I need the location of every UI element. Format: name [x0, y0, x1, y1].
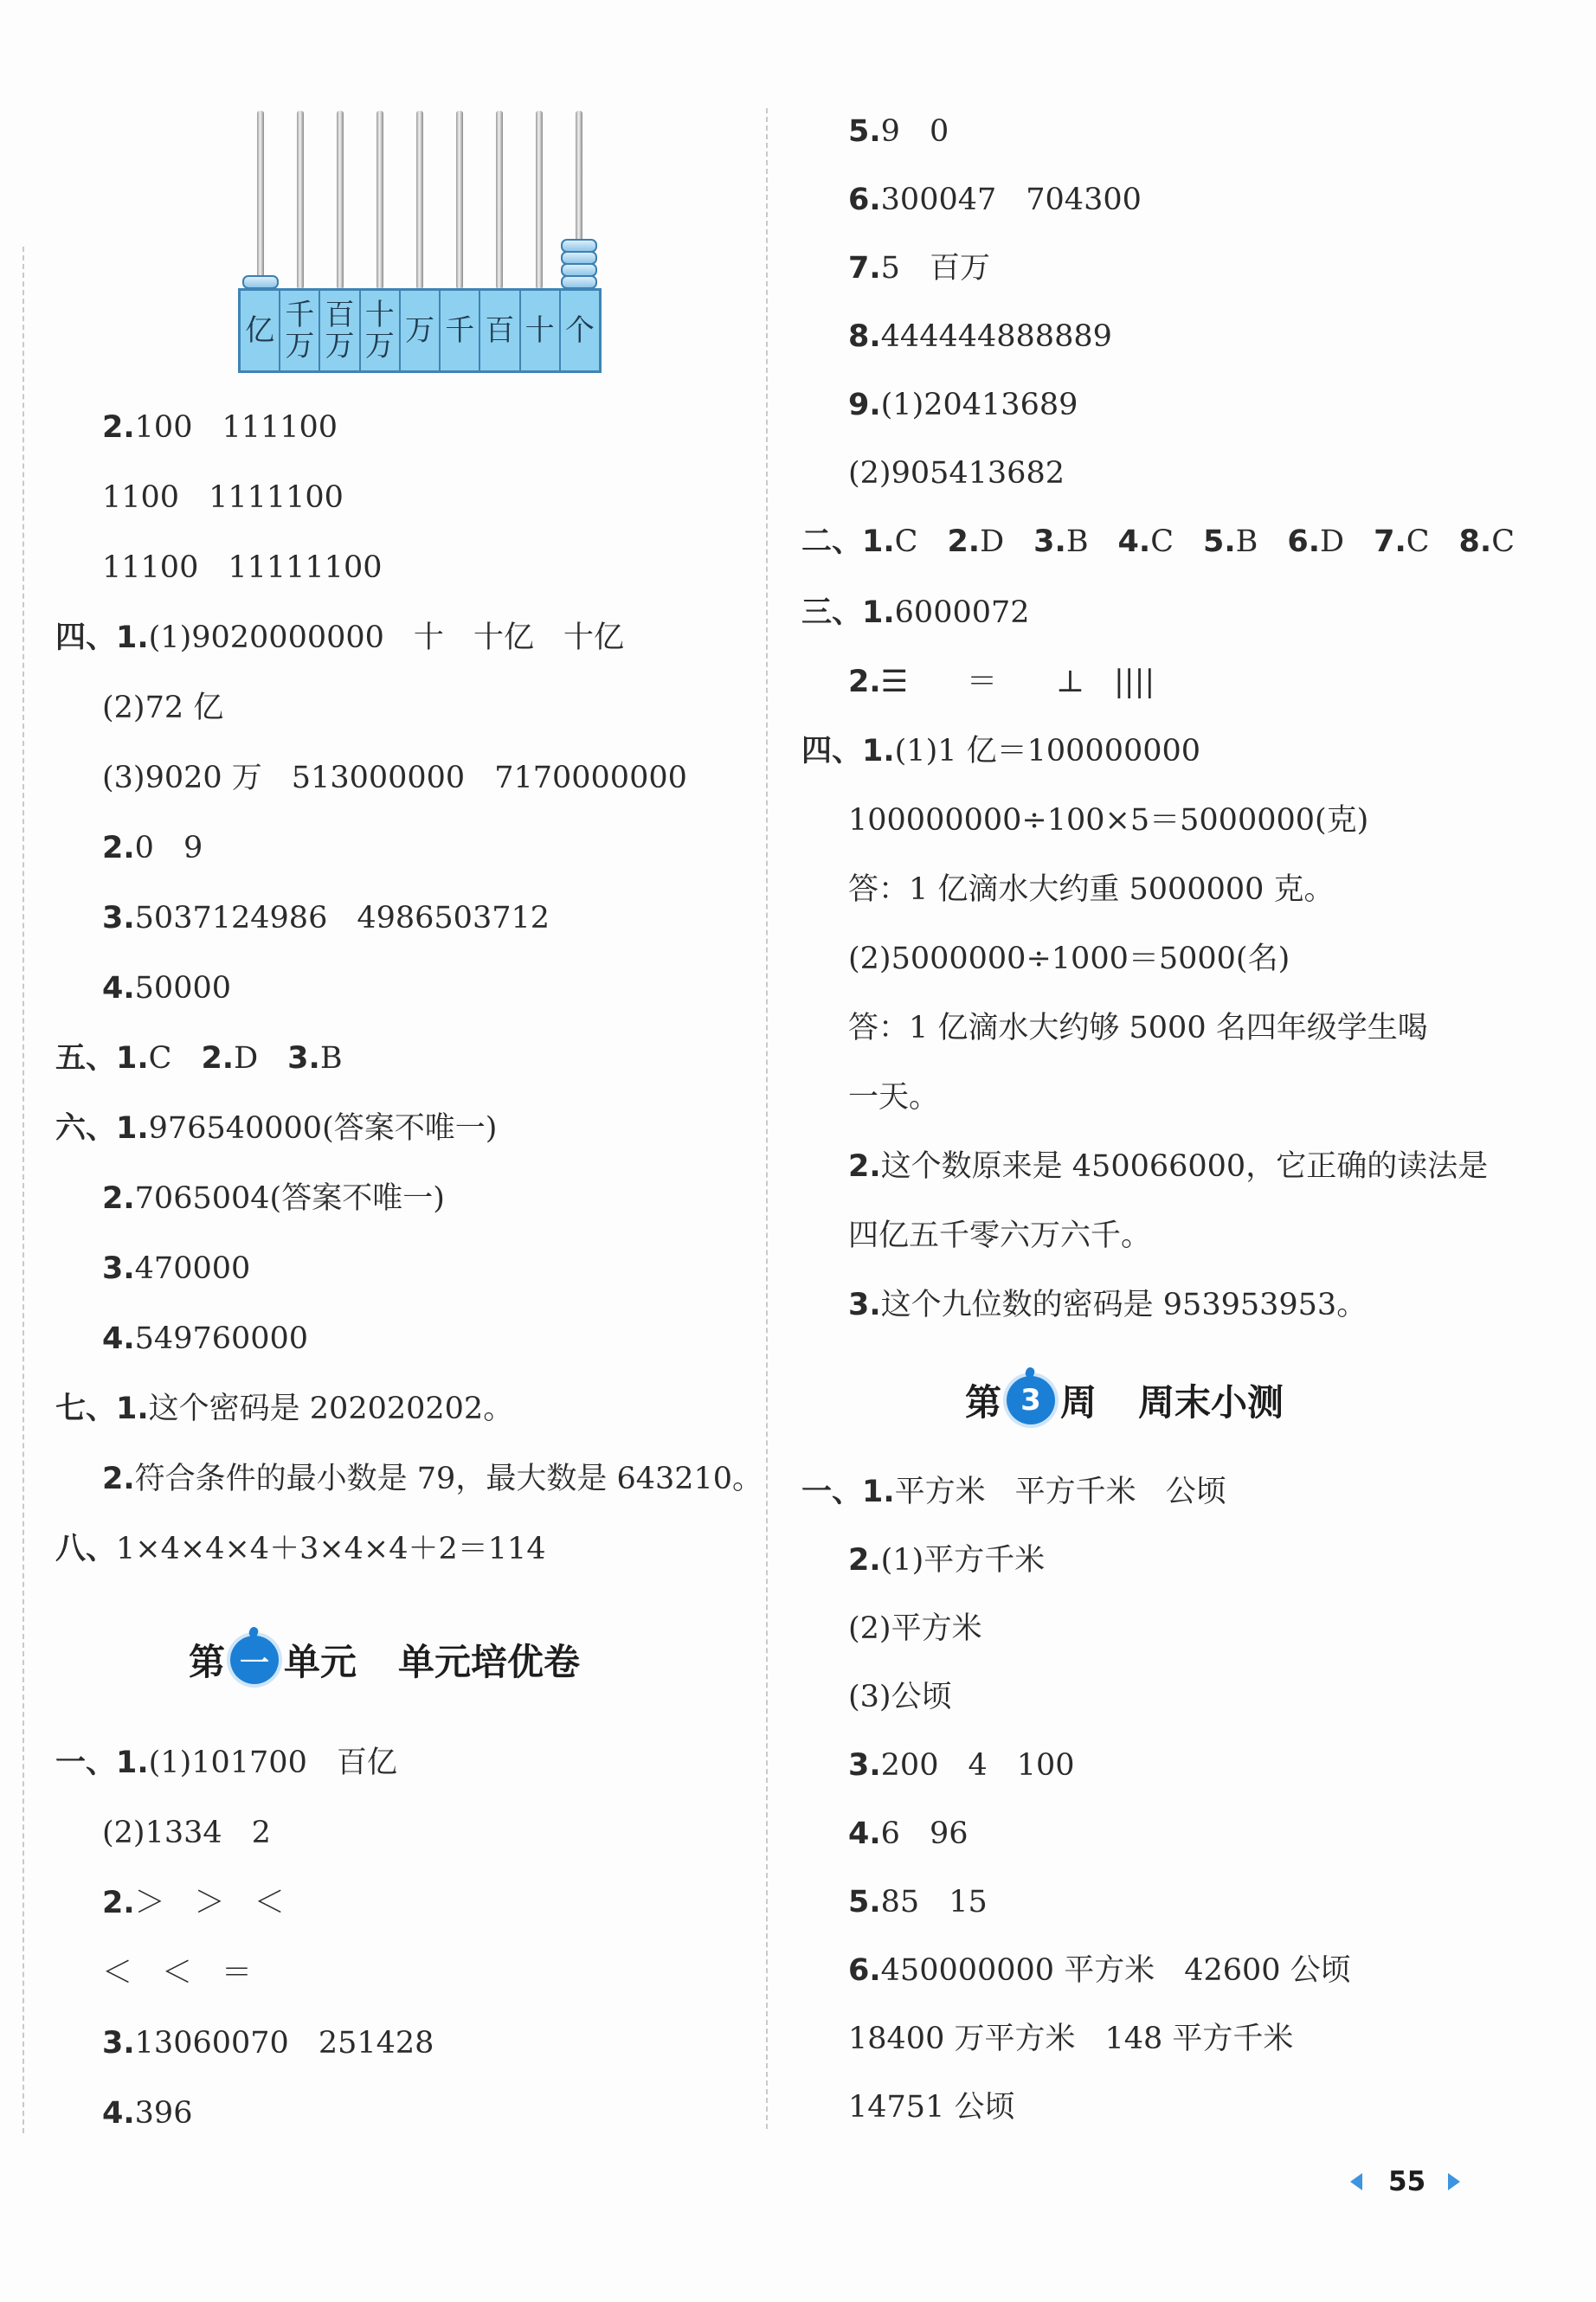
page-number: 55 — [1388, 2166, 1426, 2197]
section-heading-week: 第 3 周 周末小测 — [965, 1366, 1284, 1435]
abacus-rod — [376, 111, 383, 289]
answer-line: ＜ ＜ ＝ — [102, 1956, 253, 1990]
left-margin-line — [23, 247, 24, 2133]
answer-line: 2.这个数原来是 450066000，它正确的读法是 — [848, 1149, 1489, 1184]
answer-line: 100000000÷100×5＝5000000(克) — [848, 803, 1369, 838]
answer-line: 4.396 — [102, 2096, 193, 2131]
abacus-figure — [238, 111, 602, 370]
answer-line: 11100 11111100 — [102, 550, 383, 585]
answer-line: 七、1.这个密码是 202020202。 — [55, 1392, 514, 1426]
answer-line: 2.(1)平方千米 — [848, 1543, 1046, 1578]
answer-line: 二、1.C 2.D 3.B 4.C 5.B 6.D 7.C 8.C — [801, 524, 1515, 559]
abacus-rod — [456, 111, 463, 289]
abacus-bead — [242, 275, 279, 289]
abacus-label-char: 十 — [364, 298, 395, 332]
section-heading-unit: 第 一 单元 单元培优卷 — [189, 1625, 580, 1694]
answer-line: (2)72 亿 — [102, 691, 224, 725]
answer-line: 四、1.(1)1 亿＝100000000 — [801, 734, 1201, 768]
answer-line: 3.470000 — [102, 1251, 251, 1286]
abacus-label-char: 千 — [445, 313, 475, 348]
answer-line: 6.300047 704300 — [848, 183, 1142, 217]
answer-line: 14751 公顷 — [848, 2090, 1015, 2125]
abacus-rod — [337, 111, 344, 289]
answer-line: 5.85 15 — [848, 1885, 988, 1919]
answer-line: 5.9 0 — [848, 114, 949, 149]
answer-line: 7.5 百万 — [848, 251, 990, 286]
abacus-bead — [561, 275, 597, 289]
answer-line: 3.5037124986 4986503712 — [102, 901, 550, 936]
answer-line: 8.444444888889 — [848, 319, 1112, 354]
answer-line: 2.符合条件的最小数是 79，最大数是 643210。 — [102, 1462, 763, 1496]
abacus-label-char: 万 — [364, 329, 395, 363]
answer-line: 4.6 96 — [848, 1817, 969, 1851]
answer-line: 3.这个九位数的密码是 953953953。 — [848, 1288, 1368, 1322]
abacus-place-label — [280, 291, 320, 370]
answer-line: 答：1 亿滴水大约够 5000 名四年级学生喝 — [848, 1011, 1428, 1045]
answer-line: 6.450000000 平方米 42600 公顷 — [848, 1953, 1351, 1988]
answer-line: 答：1 亿滴水大约重 5000000 克。 — [848, 872, 1335, 907]
abacus-bead — [561, 263, 597, 277]
week-number-badge: 3 — [1007, 1376, 1055, 1424]
abacus-bead — [561, 251, 597, 265]
abacus-label-char: 亿 — [245, 313, 275, 348]
answer-line: 2.100 111100 — [102, 410, 338, 445]
answer-line: 四亿五千零六万六千。 — [848, 1219, 1152, 1253]
answer-line: (2)905413682 — [848, 456, 1065, 491]
answer-line: (2)1334 2 — [102, 1816, 271, 1850]
abacus-bead — [561, 239, 597, 253]
answer-line: 2.0 9 — [102, 831, 203, 865]
abacus-rod — [416, 111, 423, 289]
abacus-rod — [297, 111, 304, 289]
abacus-place-label — [320, 291, 360, 370]
answer-line: 四、1.(1)9020000000 十 十亿 十亿 — [55, 621, 624, 655]
abacus-place-label — [441, 291, 480, 370]
answer-line: (3)公顷 — [848, 1680, 952, 1714]
answer-line: 2.☰ ＝ ⊥ |||| — [848, 665, 1155, 699]
answer-line: 2.＞ ＞ ＜ — [102, 1886, 285, 1920]
answer-line: 一、1.(1)101700 百亿 — [55, 1746, 397, 1780]
answer-line: 3.200 4 100 — [848, 1748, 1075, 1783]
abacus-place-label — [521, 291, 561, 370]
abacus-place-labels — [238, 288, 602, 373]
previous-page-arrow-icon[interactable] — [1350, 2173, 1362, 2190]
answer-line: 一、1.平方米 平方千米 公顷 — [801, 1475, 1226, 1509]
column-divider — [766, 108, 768, 2129]
answer-line: 八、1×4×4×4＋3×4×4＋2＝114 — [55, 1532, 546, 1566]
abacus-label-char: 十 — [524, 313, 555, 348]
answer-line: 9.(1)20413689 — [848, 388, 1078, 422]
answer-line: 五、1.C 2.D 3.B — [55, 1041, 343, 1076]
abacus-label-char: 万 — [285, 329, 315, 363]
answer-line: 1100 1111100 — [102, 480, 344, 515]
abacus-label-char: 千 — [285, 298, 315, 332]
abacus-rod — [257, 111, 264, 289]
abacus-label-char: 百 — [485, 313, 515, 348]
answer-line: (2)平方米 — [848, 1611, 982, 1646]
abacus-label-char: 百 — [325, 298, 355, 332]
answer-line: 一天。 — [848, 1080, 940, 1115]
abacus-label-char: 个 — [564, 313, 595, 348]
answer-line: 4.50000 — [102, 971, 231, 1006]
abacus-place-label — [361, 291, 401, 370]
abacus-place-label — [401, 291, 441, 370]
abacus-place-label — [561, 291, 599, 370]
abacus-label-char: 万 — [325, 329, 355, 363]
answer-line: 六、1.976540000(答案不唯一) — [55, 1111, 498, 1146]
abacus-place-label — [241, 291, 280, 370]
abacus-place-label — [480, 291, 520, 370]
answer-line: 3.13060070 251428 — [102, 2026, 434, 2061]
answer-line: 2.7065004(答案不唯一) — [102, 1181, 445, 1216]
answer-line: (3)9020 万 513000000 7170000000 — [102, 761, 687, 795]
next-page-arrow-icon[interactable] — [1448, 2173, 1460, 2190]
abacus-rod — [496, 111, 503, 289]
answer-line: 4.549760000 — [102, 1321, 309, 1356]
abacus-rod — [536, 111, 543, 289]
answer-line: 三、1.6000072 — [801, 595, 1030, 630]
abacus-label-char: 万 — [404, 313, 434, 348]
answer-line: 18400 万平方米 148 平方千米 — [848, 2022, 1294, 2056]
page-footer — [1350, 2160, 1460, 2203]
unit-number-badge: 一 — [230, 1636, 279, 1684]
answer-line: (2)5000000÷1000＝5000(名) — [848, 942, 1290, 976]
